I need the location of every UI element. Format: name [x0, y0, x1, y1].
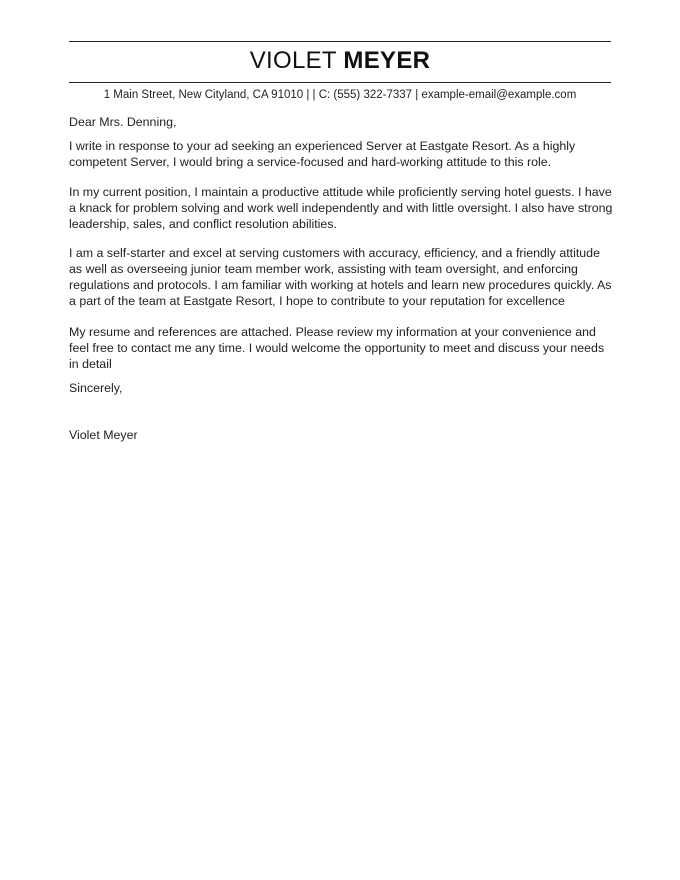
header-bottom-rule [69, 82, 611, 83]
header-top-rule [69, 41, 611, 42]
paragraph-2: In my current position, I maintain a productive attitude while proficiently serving hotel guests. I have a knack for problem solving and work well independently and with little oversight. I also have strong leadership, sales, and conflict resolution abilities. [69, 185, 613, 231]
paragraph-4: My resume and references are attached. Please review my information at your convenience and feel free to contact me any time. I would welcome the opportunity to meet and discuss your needs in detail [69, 325, 605, 371]
last-name: MEYER [343, 47, 431, 74]
signature-name: Violet Meyer [69, 428, 138, 442]
contact-line: 1 Main Street, New Cityland, CA 91010 | | C: (555) 322-7337 | example-email@example.com [103, 89, 577, 101]
first-name: VIOLET [249, 47, 337, 74]
paragraph-3: I am a self-starter and excel at serving customers with accuracy, efficiency, and a friendly attitude as well as overseeing junior team member work, assisting with team oversight, and enforcing regulations and protocols. I am familiar with working at hotels and learn new procedures quickly. As a part of the team at Eastgate Resort, I hope to contribute to your reputation for excellence [69, 246, 612, 308]
applicant-name [69, 46, 611, 76]
paragraph-1: I write in response to your ad seeking an experienced Server at Eastgate Resort. As a highly competent Server, I would bring a service-focused and hard-working attitude to this role. [69, 139, 576, 169]
closing: Sincerely, [69, 381, 123, 395]
salutation: Dear Mrs. Denning, [69, 115, 177, 129]
